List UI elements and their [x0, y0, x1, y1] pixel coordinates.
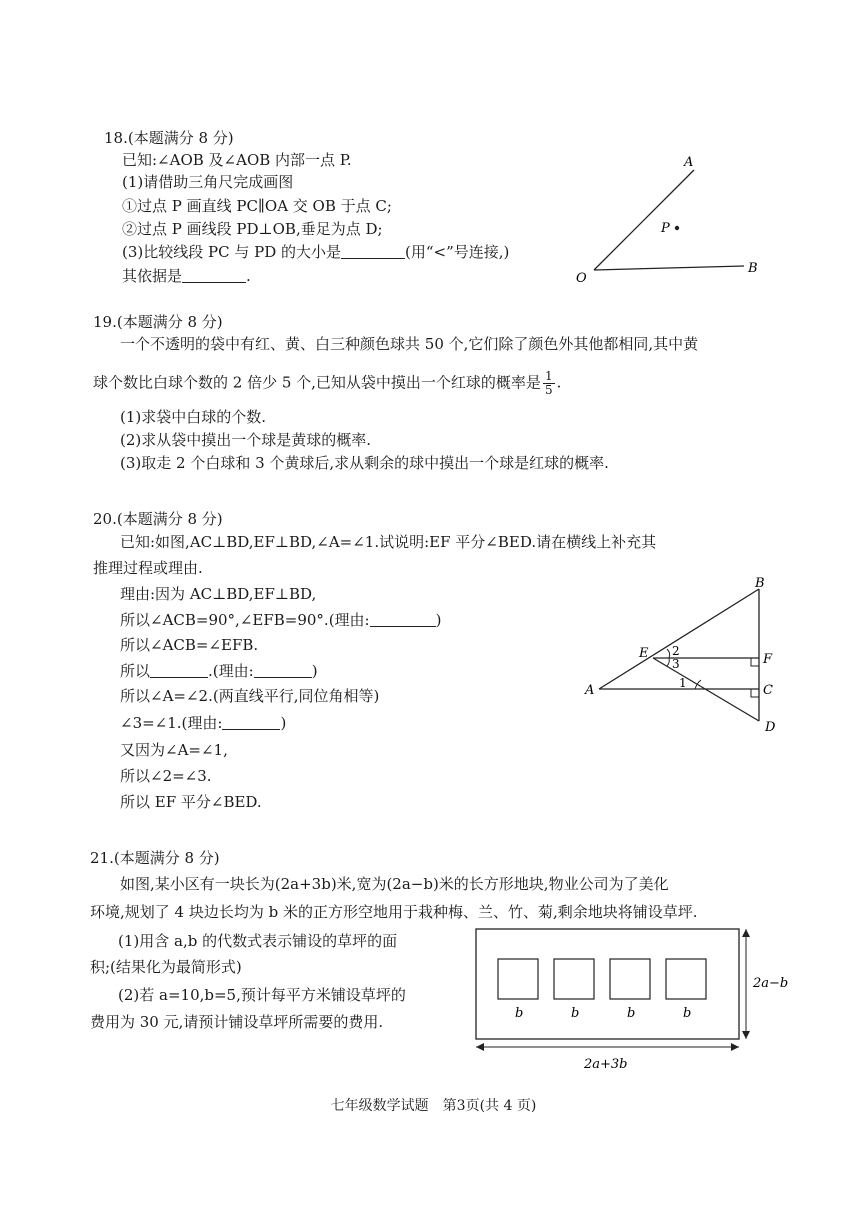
square-2-label: b: [571, 1006, 580, 1021]
q18-figure: [570, 150, 770, 290]
q19-line-1: 一个不透明的袋中有红、黄、白三种颜色球共 50 个,它们除了颜色外其他都相同,其中黄: [120, 335, 699, 353]
label-angle-2: 2: [672, 644, 680, 658]
plot-rectangle: [476, 929, 739, 1039]
angle-arc-3: [667, 658, 669, 666]
square-4-label: b: [683, 1006, 692, 1021]
q18-line-6-text: 其依据是: [122, 267, 183, 285]
width-arrow-bottom: [742, 1031, 750, 1039]
square-3: [610, 959, 650, 999]
q18-heading: 18.(本题满分 8 分): [104, 129, 234, 147]
length-label: 2a+3b: [584, 1057, 628, 1072]
square-2: [554, 959, 594, 999]
q18-line-5-tail: (用“<”号连接,): [405, 243, 510, 261]
q20-answer-blank-3[interactable]: [254, 663, 312, 678]
q20-line-3: 理由:因为 AC⊥BD,EF⊥BD,: [120, 585, 317, 603]
q20-line-4: [120, 610, 441, 630]
q21-line-2: 环境,规划了 4 块边长均为 b 米的正方形空地用于栽种梅、兰、竹、菊,剩余地块将铺设草坪.: [90, 903, 698, 921]
length-arrow-left: [476, 1043, 484, 1051]
q20-line-8-text: ∠3=∠1.(理由:: [120, 714, 223, 732]
q20-figure: [583, 575, 803, 745]
q18-line-6-tail: .: [246, 267, 251, 285]
q20-line-2: 推理过程或理由.: [93, 559, 203, 577]
q21-line-4: 积;(结果化为最简形式): [90, 958, 242, 976]
point-p: [675, 226, 679, 230]
q20-heading: 20.(本题满分 8 分): [93, 510, 223, 528]
fraction-denominator: 5: [544, 383, 553, 397]
label-p: P: [661, 221, 670, 236]
label-c: C: [763, 683, 773, 698]
right-angle-c: [751, 689, 759, 697]
q20-answer-blank-2[interactable]: [150, 663, 208, 678]
label-angle-3: 3: [672, 657, 680, 671]
label-f: F: [763, 652, 773, 667]
angle-arc-2: [667, 649, 670, 658]
q20-line-1: 已知:如图,AC⊥BD,EF⊥BD,∠A=∠1.试说明:EF 平分∠BED.请在横线上补充其: [120, 533, 657, 551]
q19-line-2-text: 球个数比白球个数的 2 倍少 5 个,已知从袋中摸出一个红球的概率是: [93, 373, 541, 392]
q20-line-4-text: 所以∠ACB=90°,∠EFB=90°.(理由:: [120, 611, 370, 629]
q20-line-9: 又因为∠A=∠1,: [120, 741, 228, 759]
q20-line-8: [120, 713, 286, 733]
fraction-numerator: 1: [544, 369, 553, 383]
q20-line-11: 所以 EF 平分∠BED.: [120, 793, 262, 811]
q18-line-5: [122, 242, 509, 262]
width-label: 2a−b: [753, 976, 789, 991]
label-b: B: [748, 261, 758, 276]
ray-ob: [594, 266, 744, 270]
q19-line-4: (2)求从袋中摸出一个球是黄球的概率.: [120, 431, 372, 449]
q20-line-6-text: 所以: [120, 662, 151, 680]
q18-line-3: ①过点 P 画直线 PC∥OA 交 OB 于点 C;: [122, 197, 392, 215]
label-b: B: [755, 576, 765, 591]
q20-answer-blank-4[interactable]: [222, 715, 280, 730]
probability-fraction: [543, 370, 555, 397]
label-a: A: [684, 155, 694, 170]
q18-line-2: (1)请借助三角尺完成画图: [122, 173, 294, 191]
q19-line-2: [93, 370, 561, 397]
q19-line-5: (3)取走 2 个白球和 3 个黄球后,求从剩余的球中摸出一个球是红球的概率.: [120, 454, 609, 472]
q20-line-6-mid: .(理由:: [208, 662, 254, 680]
q20-line-5: 所以∠ACB=∠EFB.: [120, 636, 259, 654]
q18-line-1: 已知:∠AOB 及∠AOB 内部一点 P.: [122, 151, 352, 169]
right-angle-f: [751, 658, 759, 666]
square-4: [666, 959, 706, 999]
q18-line-4: ②过点 P 画线段 PD⊥OB,垂足为点 D;: [122, 220, 383, 238]
q20-line-10: 所以∠2=∠3.: [120, 767, 212, 785]
square-1: [498, 959, 538, 999]
q19-line-2-tail: .: [556, 373, 562, 392]
q19-line-3: (1)求袋中白球的个数.: [120, 408, 267, 426]
width-arrow-top: [742, 929, 750, 937]
q21-line-6: 费用为 30 元,请预计铺设草坪所需要的费用.: [90, 1013, 384, 1031]
q21-heading: 21.(本题满分 8 分): [90, 849, 220, 867]
q21-line-3: (1)用含 a,b 的代数式表示铺设的草坪的面: [118, 932, 398, 950]
label-e: E: [639, 646, 649, 661]
page-footer: 七年级数学试题 第3页(共 4 页): [330, 1098, 537, 1114]
q20-line-7: 所以∠A=∠2.(两直线平行,同位角相等): [120, 687, 380, 705]
q21-line-1: 如图,某小区有一块长为(2a+3b)米,宽为(2a−b)米的长方形地块,物业公司为了美化: [120, 875, 669, 893]
label-angle-1: 1: [679, 676, 687, 690]
q19-heading: 19.(本题满分 8 分): [93, 313, 223, 331]
q20-line-8-tail: ): [280, 714, 287, 732]
label-d: D: [765, 720, 776, 735]
q18-line-6: [122, 266, 251, 286]
square-1-label: b: [515, 1006, 524, 1021]
q20-line-6-tail: ): [311, 662, 318, 680]
q21-line-5: (2)若 a=10,b=5,预计每平方米铺设草坪的: [118, 986, 406, 1004]
ray-oa: [594, 170, 694, 270]
q18-answer-blank-2[interactable]: [182, 268, 246, 283]
q18-line-5-text: (3)比较线段 PC 与 PD 的大小是: [122, 243, 342, 261]
q18-answer-blank-1[interactable]: [341, 244, 405, 259]
q20-line-6: [120, 661, 318, 681]
q21-figure: [470, 925, 800, 1075]
q20-answer-blank-1[interactable]: [370, 612, 436, 627]
q20-line-4-tail: ): [435, 611, 442, 629]
label-o: O: [576, 271, 587, 286]
label-a: A: [585, 683, 595, 698]
square-3-label: b: [627, 1006, 636, 1021]
length-arrow-right: [731, 1043, 739, 1051]
